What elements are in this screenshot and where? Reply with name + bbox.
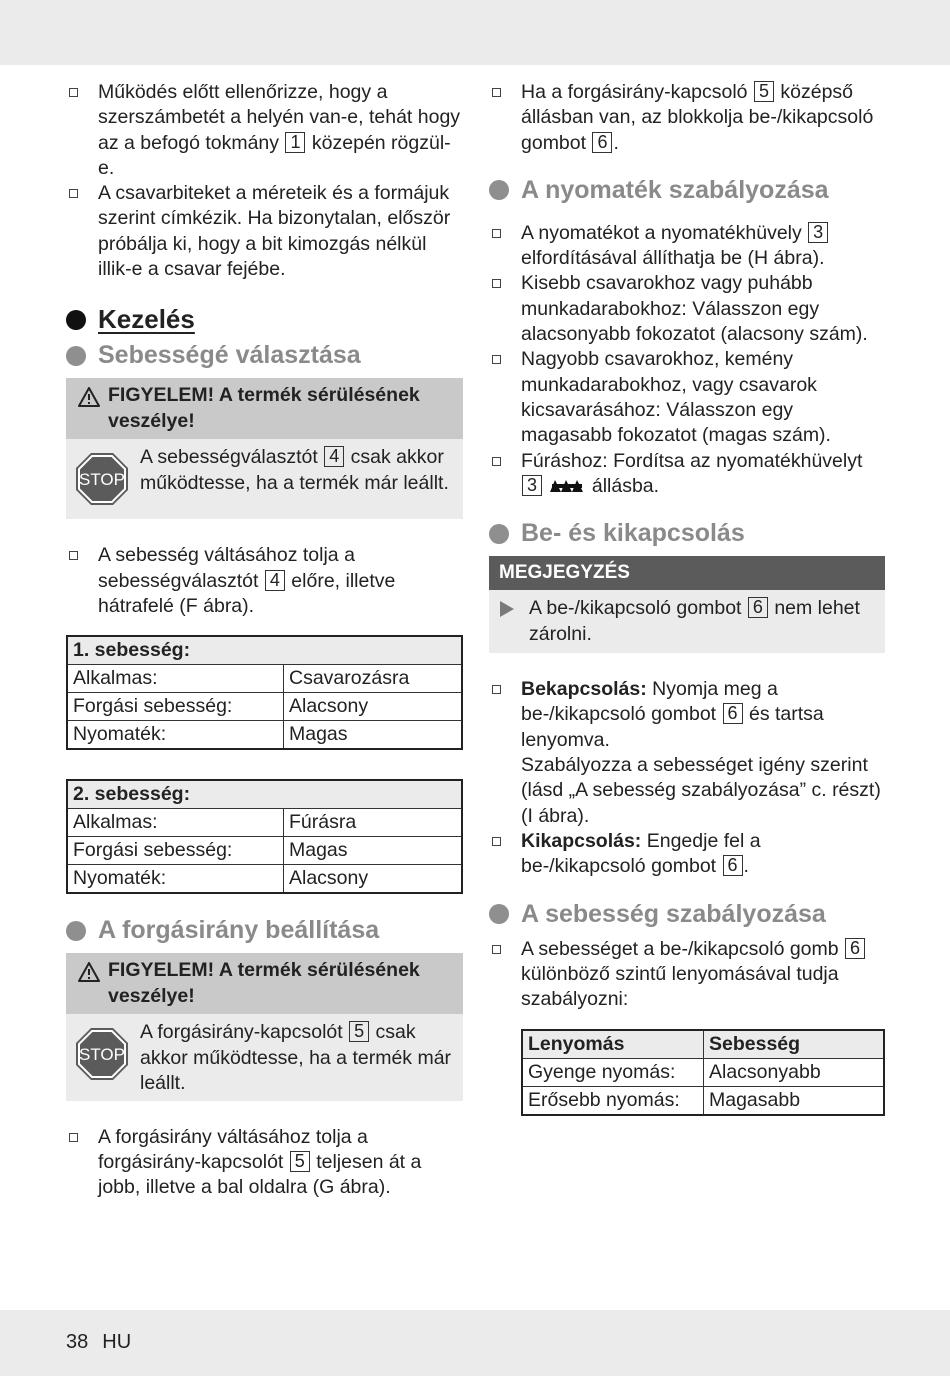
list-item: Kisebb csavarokhoz vagy puhább munkadarabokhoz: Válasszon egy alacsonyabb fokozatot (alacsony szám). <box>489 271 885 347</box>
part-ref: 6 <box>592 132 612 153</box>
stop-sign-icon <box>74 1026 130 1082</box>
part-ref: 3 <box>522 475 542 496</box>
section-heading-kezeles: Kezelés <box>66 304 463 335</box>
list-item: A nyomatékot a nyomatékhüvely 3 elfordításával állíthatja be (H ábra). <box>489 221 885 272</box>
speed-control-list <box>489 937 885 1013</box>
left-column <box>66 80 463 1201</box>
top-band <box>0 0 950 65</box>
part-ref: 6 <box>723 855 743 876</box>
right-column <box>489 80 885 1116</box>
part-ref: 6 <box>845 938 865 959</box>
list-item: Fúráshoz: Fordítsa az nyomatékhüvelyt 3 állásba. <box>489 449 885 500</box>
table-header-row: 2. sebesség: <box>67 780 462 809</box>
warning-body: STOP A sebességválasztót 4 csak akkor működtesse, ha a termék már leállt. <box>66 439 463 519</box>
checkbox-bullet-icon <box>492 279 501 288</box>
table-row: Nyomaték: Magas <box>67 721 462 750</box>
blocking-list <box>489 80 885 156</box>
table-header-row: Lenyomás Sebesség <box>522 1030 884 1059</box>
list-item: Ha a forgásirány-kapcsoló 5 középső állásban van, az blokkolja be-/kikapcsoló gombot 6 . <box>489 80 885 156</box>
grey-dot-icon <box>489 180 509 200</box>
part-ref: 5 <box>754 81 774 102</box>
warning-box <box>66 953 463 1101</box>
direction-list <box>66 1125 463 1201</box>
warning-box <box>66 378 463 519</box>
part-ref: 5 <box>349 1021 369 1042</box>
table-row: Forgási sebesség: Magas <box>67 837 462 865</box>
table-row: Forgási sebesség: Alacsony <box>67 693 462 721</box>
note-box <box>489 556 885 653</box>
pressure-table <box>521 1029 885 1116</box>
part-ref: 5 <box>290 1151 310 1172</box>
table-row: Nyomaték: Alacsony <box>67 865 462 894</box>
warning-triangle-icon <box>78 962 100 982</box>
checkbox-bullet-icon <box>69 551 78 560</box>
torque-list <box>489 221 885 499</box>
section-heading-bekikapcsolas: Be- és kikapcsolás <box>489 519 885 548</box>
grey-dot-icon <box>66 921 86 941</box>
checkbox-bullet-icon <box>492 229 501 238</box>
checkbox-bullet-icon <box>492 837 501 846</box>
checkbox-bullet-icon <box>492 88 501 97</box>
warning-body: STOP A forgásirány-kapcsolót 5 csak akkor működtesse, ha a termék már leállt. <box>66 1014 463 1101</box>
svg-text:STOP: STOP <box>79 470 125 490</box>
onoff-list <box>489 677 885 879</box>
note-header: MEGJEGYZÉS <box>489 556 885 590</box>
intro-list <box>66 80 463 282</box>
checkbox-bullet-icon <box>69 1133 78 1142</box>
grey-dot-icon <box>489 524 509 544</box>
list-item: Nagyobb csavarokhoz, kemény munkadarabokhoz, vagy csavarok kicsavarásához: Válasszon egy magasabb fokozatot (magas szám). <box>489 347 885 448</box>
list-item: A sebességet a be-/kikapcsoló gomb 6 különböző szintű lenyomásával tudja szabályozni: <box>489 937 885 1013</box>
section-heading-nyomatek: A nyomaték szabályozása <box>489 176 885 205</box>
note-body: A be-/kikapcsoló gombot 6 nem lehet zárolni. <box>489 590 885 653</box>
list-item: A sebesség váltásához tolja a sebességválasztót 4 előre, illetve hátrafelé (F ábra). <box>66 543 463 619</box>
part-ref: 1 <box>285 132 305 153</box>
table-row: Alkalmas: Fúrásra <box>67 809 462 837</box>
checkbox-bullet-icon <box>492 355 501 364</box>
speed-table-2 <box>66 779 463 894</box>
speed-list <box>66 543 463 619</box>
part-ref: 4 <box>265 570 285 591</box>
page-footer <box>66 1331 131 1354</box>
part-ref: 6 <box>723 703 743 724</box>
warning-triangle-icon <box>78 387 100 407</box>
page-number: 38 <box>66 1331 89 1353</box>
list-item: Bekapcsolás: Nyomja meg a be-/kikapcsoló gombot 6 és tartsa lenyomva. Szabályozza a sebességet igény szerint (lásd „A sebesség szabályozása” c. részt) (I ábra). <box>489 677 885 829</box>
section-heading-forgasirany: A forgásirány beállítása <box>66 916 463 945</box>
stop-sign-icon <box>74 451 130 507</box>
section-heading-sebesseg-szabalyozas: A sebesség szabályozása <box>489 900 885 929</box>
table-header-row: 1. sebesség: <box>67 636 462 665</box>
speed-table-1 <box>66 635 463 750</box>
checkbox-bullet-icon <box>492 945 501 954</box>
grey-dot-icon <box>66 346 86 366</box>
table-row: Erősebb nyomás: Magasabb <box>522 1087 884 1116</box>
checkbox-bullet-icon <box>69 189 78 198</box>
part-ref: 6 <box>748 597 768 618</box>
svg-text:STOP: STOP <box>79 1045 125 1065</box>
part-ref: 4 <box>324 446 344 467</box>
list-item: Működés előtt ellenőrizze, hogy a szerszámbetét a helyén van-e, tehát hogy az a befogó tokmány 1 közepén rögzül-e. <box>66 80 463 181</box>
checkbox-bullet-icon <box>492 457 501 466</box>
grey-dot-icon <box>489 904 509 924</box>
checkbox-bullet-icon <box>69 88 78 97</box>
list-item: Kikapcsolás: Engedje fel a be-/kikapcsoló gombot 6 . <box>489 829 885 880</box>
section-heading-sebesseg: Sebességé választása <box>66 341 463 370</box>
black-dot-icon <box>66 310 86 330</box>
play-arrow-icon <box>500 601 514 617</box>
part-ref: 3 <box>808 222 828 243</box>
warning-header: FIGYELEM! A termék sérülésének veszélye! <box>66 953 463 1014</box>
table-row: Gyenge nyomás: Alacsonyabb <box>522 1059 884 1087</box>
table-row: Alkalmas: Csavarozásra <box>67 665 462 693</box>
checkbox-bullet-icon <box>492 685 501 694</box>
drill-mode-icon <box>550 479 584 493</box>
language-code: HU <box>102 1331 132 1353</box>
bottom-band <box>0 1310 950 1376</box>
list-item: A forgásirány váltásához tolja a forgásirány-kapcsolót 5 teljesen át a jobb, illetve a bal oldalra (G ábra). <box>66 1125 463 1201</box>
warning-header: FIGYELEM! A termék sérülésének veszélye! <box>66 378 463 439</box>
list-item: A csavarbiteket a méreteik és a formájuk szerint címkézik. Ha bizonytalan, először próbálja ki, hogy a bit kimozgás nélkül illik-e a csavar fejébe. <box>66 181 463 282</box>
